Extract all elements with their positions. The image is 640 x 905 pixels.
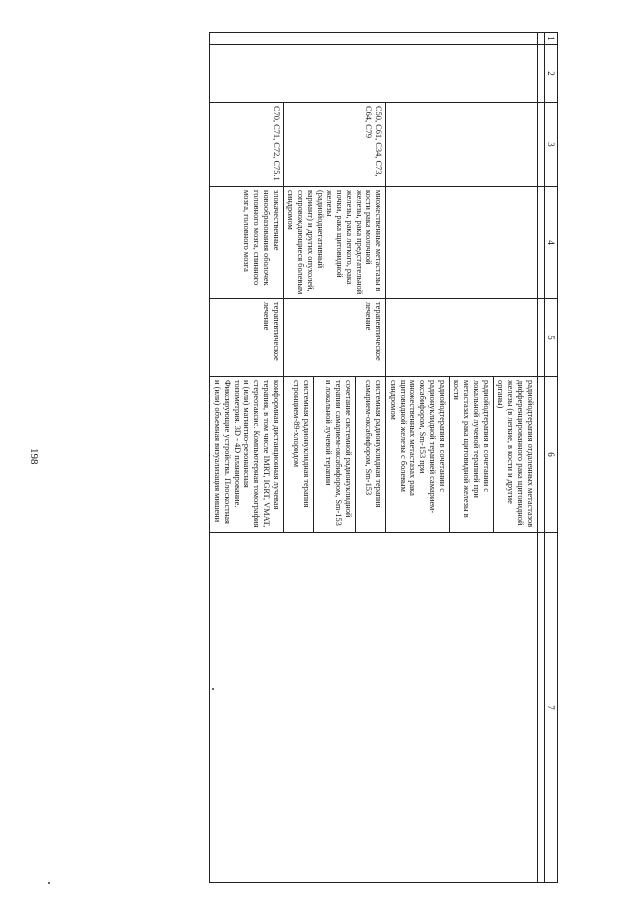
column-header: 5 [544,299,557,377]
cell-diagnosis [386,187,538,299]
column-header: 2 [544,45,557,103]
cell-codes: C70, C71, C72, C75.1 [210,103,283,187]
scan-speck [48,882,50,884]
cell-cost [210,533,537,883]
table-row [493,33,537,883]
medical-care-table [209,32,558,883]
cell-method: радиойодтерапия в сочетании с локальной лучевой терапией при метастазах рака щитовидной железы в кости [449,377,493,533]
cell-method: радиойодтерапия в сочетании с радионуклидной терапией самарием-оксабифором, Sm-153 при множественных метастазах рака щитовидной железы с болевым синдромом [386,377,450,533]
cell-method: системная радионуклидная терапия стронцием-89-хлоридом [283,377,313,533]
column-header: 7 [544,533,557,883]
cell-profile [210,45,537,103]
cell-treatment-type: терапевтическое лечение [283,299,386,377]
cell-diagnosis: множественные метастазы в кости рака молочной железы, рака предстательной железы, рака легкого, рака почки, рака щитовидной железы (радиойоднегативный вариант) и других опухолей, сопровождающиеся болевым синдромом [283,187,386,299]
column-header: 1 [544,33,557,45]
cell-treatment-type: терапевтическое лечение [210,299,283,377]
spacer-row [537,33,544,883]
cell-treatment-type [386,299,538,377]
cell-codes: C50, C61, C34, C73, C64, C79 [283,103,386,187]
header-row [544,33,557,883]
cell-method: радиойодтерапия отдаленных метастазов дифференцированного рака щитовидной железы (в легкие, в кости и другие органы) [493,377,537,533]
rotated-table-sheet [38,32,558,882]
column-header: 4 [544,187,557,299]
cell-method: конформная дистанционная лучевая терапия, в том числе IMRT, IGRT, VMAT, стереотаксис. Компьютерная томография и (или) магнитно-резонансная топометрия. 3D - 4D планирование. Фиксирующие устройства. Плоскостная и (или) объемная визуализация мишени [210,377,283,533]
cell-diagnosis: злокачественные новообразования оболочек головного мозга, спинного мозга, головного мозга [210,187,283,299]
page-number: 198 [28,448,40,465]
cell-codes [386,103,538,187]
cell-method: системная радионуклидная терапия самарием-оксабифором, Sm-153 [355,377,385,533]
cell-number [210,33,537,45]
column-header: 3 [544,103,557,187]
cell-method: сочетание системной радионуклидной терапии самарием-оксабифором, Sm-153 и локальной лучевой терапии [313,377,355,533]
column-header: 6 [544,377,557,533]
